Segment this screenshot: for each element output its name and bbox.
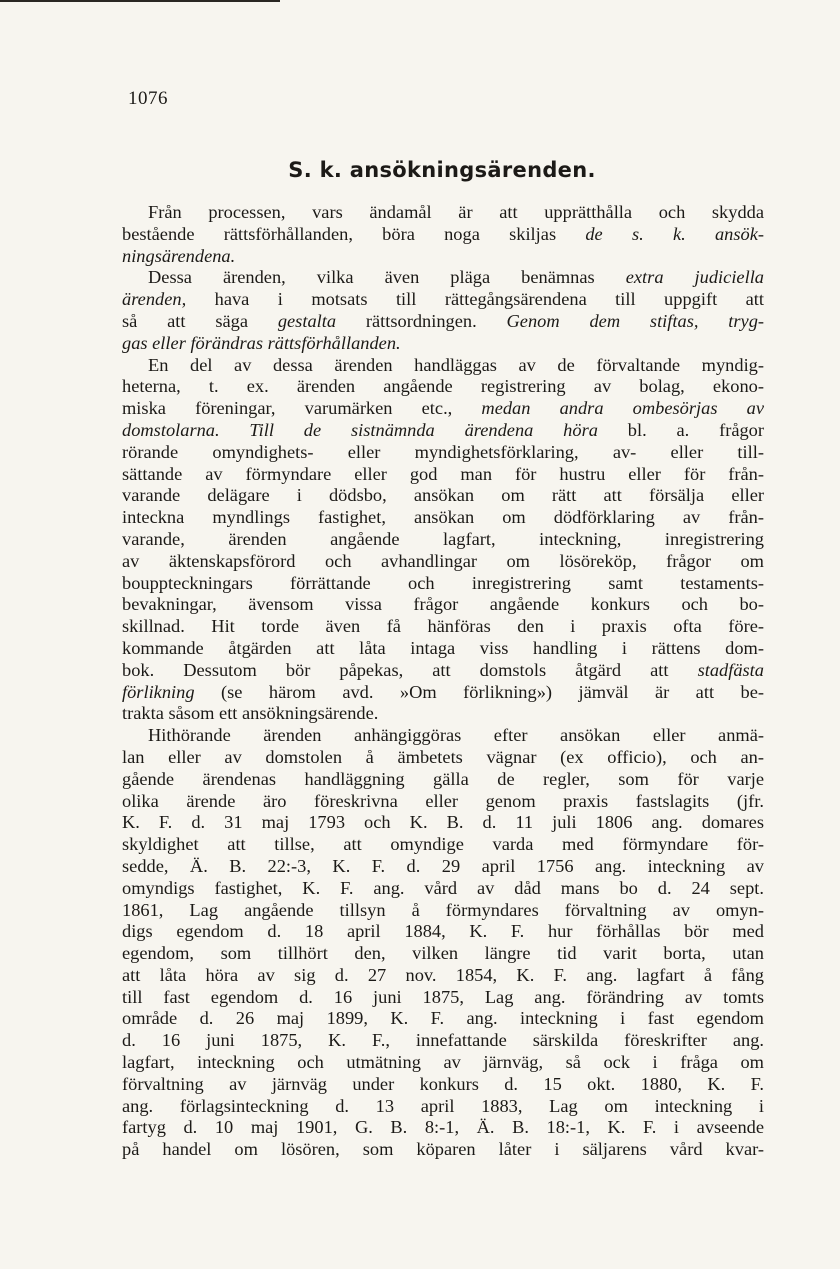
text-segment: En del av dessa ärenden handläggas av de förvaltande myndig- xyxy=(148,354,764,375)
section-heading: S. k. ansökningsärenden. xyxy=(288,158,596,182)
text-line xyxy=(122,398,764,420)
text-line xyxy=(122,376,764,398)
text-line xyxy=(122,420,764,442)
text-segment: rörande omyndighets- eller myndighetsförklaring, av- eller till- xyxy=(122,441,764,462)
text-segment: så att säga xyxy=(122,310,278,331)
italic-segment: Genom dem stiftas, tryg- xyxy=(506,310,765,331)
italic-segment: ningsärendena. xyxy=(122,245,236,266)
text-segment: egendom, som tillhört den, vilken längre tid varit borta, utan xyxy=(122,943,764,964)
text-line xyxy=(122,246,764,268)
text-line xyxy=(122,638,764,660)
text-line xyxy=(122,507,764,529)
text-line xyxy=(122,355,764,377)
text-line xyxy=(122,442,764,464)
text-segment: bok. Dessutom bör påpekas, att domstols åtgärd att xyxy=(122,659,698,680)
text-line xyxy=(122,834,764,856)
text-line xyxy=(122,1117,764,1139)
text-line xyxy=(122,987,764,1009)
text-line xyxy=(122,1096,764,1118)
text-line xyxy=(122,551,764,573)
italic-segment: gestalta xyxy=(277,310,337,331)
italic-segment: extra judiciella xyxy=(625,267,765,288)
text-segment: bestående rättsförhållanden, böra noga skiljas xyxy=(122,223,586,244)
text-line xyxy=(122,856,764,878)
text-segment: heterna, t. ex. ärenden angående registrering av bolag, ekono- xyxy=(122,376,764,397)
text-segment: fartyg d. 10 maj 1901, G. B. 8:-1, Ä. B. 18:-1, K. F. i avseende xyxy=(122,1117,764,1138)
text-segment: förvaltning av järnväg under konkurs d. 15 okt. 1880, K. F. xyxy=(122,1073,764,1094)
italic-segment: de s. k. ansök- xyxy=(585,223,764,244)
text-line xyxy=(122,878,764,900)
text-segment: (se härom avd. »Om förlikning») jämväl är att be- xyxy=(194,681,764,702)
text-segment: kommande åtgärden att låta intaga viss handling i rättens dom- xyxy=(122,637,764,658)
text-segment: på handel om lösören, som köparen låter i säljarens vård kvar- xyxy=(122,1139,764,1160)
text-segment: sedde, Ä. B. 22:-3, K. F. d. 29 april 1756 ang. inteckning av xyxy=(122,855,764,876)
text-segment: K. F. d. 31 maj 1793 och K. B. d. 11 juli 1806 ang. domares xyxy=(122,812,764,833)
text-line xyxy=(122,769,764,791)
text-line xyxy=(122,202,764,224)
text-segment: ang. förlagsinteckning d. 13 april 1883, Lag om inteckning i xyxy=(122,1095,764,1116)
text-line xyxy=(122,1008,764,1030)
text-line xyxy=(122,747,764,769)
text-segment: till fast egendom d. 16 juni 1875, Lag ang. förändring av tomts xyxy=(122,986,764,1007)
text-line xyxy=(122,311,764,333)
italic-segment: stadfästa xyxy=(697,659,764,680)
text-segment: Hithörande ärenden anhängiggöras efter ansökan eller anmä- xyxy=(148,725,764,746)
text-segment: trakta såsom ett ansökningsärende. xyxy=(122,703,379,724)
text-segment: 1861, Lag angående tillsyn å förmyndares förvaltning av omyn- xyxy=(122,899,764,920)
text-line xyxy=(122,965,764,987)
text-segment: bevakningar, ävensom vissa frågor angående konkurs och bo- xyxy=(122,594,764,615)
text-line xyxy=(122,791,764,813)
text-line xyxy=(122,703,764,725)
text-line xyxy=(122,333,764,355)
text-segment: rättsordningen. xyxy=(336,310,507,331)
text-line xyxy=(122,594,764,616)
text-line xyxy=(122,1052,764,1074)
text-line xyxy=(122,900,764,922)
text-line xyxy=(122,812,764,834)
text-line xyxy=(122,464,764,486)
text-segment: miska föreningar, varumärken etc., xyxy=(122,398,482,419)
text-segment: sättande av förmyndare eller god man för hustru eller för från- xyxy=(122,463,764,484)
text-line xyxy=(122,725,764,747)
italic-segment: gas eller förändras rättsförhållanden. xyxy=(122,332,401,353)
italic-segment: ärenden, xyxy=(122,289,187,310)
text-line xyxy=(122,573,764,595)
text-segment: av äktenskapsförord och avhandlingar om lösöreköp, frågor om xyxy=(122,550,764,571)
text-segment: bl. a. frågor xyxy=(597,419,765,440)
text-segment: varande delägare i dödsbo, ansökan om rätt att försälja eller xyxy=(122,485,764,506)
text-segment: att låta höra av sig d. 27 nov. 1854, K. F. ang. lagfart å fång xyxy=(122,964,764,985)
italic-segment: domstolarna. Till de sistnämnda ärendena höra xyxy=(122,419,598,440)
text-segment: skillnad. Hit torde även få hänföras den i praxis ofta före- xyxy=(122,616,764,637)
text-segment: Dessa ärenden, vilka även pläga benämnas xyxy=(148,267,626,288)
text-line xyxy=(122,1074,764,1096)
text-line xyxy=(122,943,764,965)
text-segment: skyldighet att tillse, att omyndige varda med förmyndare för- xyxy=(122,834,764,855)
text-segment: område d. 26 maj 1899, K. F. ang. inteckning i fast egendom xyxy=(122,1008,764,1029)
text-segment: Från processen, vars ändamål är att upprätthålla och skydda xyxy=(148,202,764,222)
text-segment: omyndigs fastighet, K. F. ang. vård av dåd mans bo d. 24 sept. xyxy=(122,877,764,898)
text-line xyxy=(122,660,764,682)
text-line xyxy=(122,1030,764,1052)
text-line xyxy=(122,289,764,311)
italic-segment: förlikning xyxy=(122,681,195,702)
text-line xyxy=(122,682,764,704)
text-segment: olika ärende äro föreskrivna eller genom praxis fastslagits (jfr. xyxy=(122,790,764,811)
text-line xyxy=(122,1139,764,1161)
top-rule xyxy=(0,0,280,2)
text-line xyxy=(122,616,764,638)
text-segment: inteckna myndlings fastighet, ansökan om dödförklaring av från- xyxy=(122,507,764,528)
text-segment: digs egendom d. 18 april 1884, K. F. hur förhållas bör med xyxy=(122,921,764,942)
text-segment: hava i motsats till rättegångsärendena till uppgift att xyxy=(186,289,764,310)
text-line xyxy=(122,485,764,507)
text-segment: gående ärendenas handläggning gälla de regler, som för varje xyxy=(122,768,764,789)
text-segment: lagfart, inteckning och utmätning av järnväg, så ock i fråga om xyxy=(122,1052,764,1073)
text-segment: lan eller av domstolen å ämbetets vägnar (ex officio), och an- xyxy=(122,746,764,767)
text-segment: d. 16 juni 1875, K. F., innefattande särskilda föreskrifter ang. xyxy=(122,1030,764,1051)
page-number: 1076 xyxy=(128,88,168,109)
text-line xyxy=(122,267,764,289)
text-segment: bouppteckningars förrättande och inregistrering samt testaments- xyxy=(122,572,764,593)
text-line xyxy=(122,921,764,943)
text-segment: varande, ärenden angående lagfart, inteckning, inregistrering xyxy=(122,528,764,549)
text-line xyxy=(122,529,764,551)
body-text xyxy=(122,202,764,1161)
italic-segment: medan andra ombesörjas av xyxy=(481,398,764,419)
text-line xyxy=(122,224,764,246)
